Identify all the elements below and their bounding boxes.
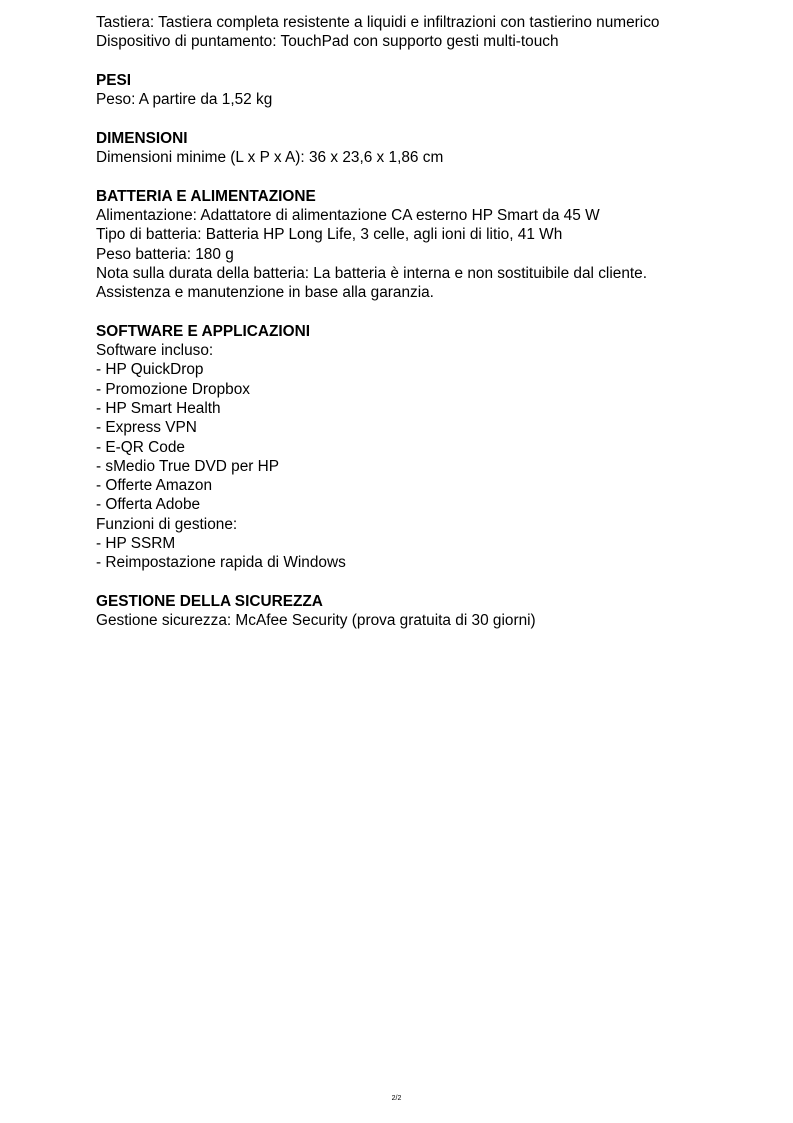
spec-line: Peso: A partire da 1,52 kg bbox=[96, 91, 273, 109]
section-spacer bbox=[96, 52, 776, 71]
spec-line: Assistenza e manutenzione in base alla garanzia. bbox=[96, 284, 434, 302]
spec-line: Tastiera: Tastiera completa resistente a liquidi e infiltrazioni con tastierino numerico bbox=[96, 14, 660, 31]
spec-line: Software incluso: bbox=[96, 342, 214, 360]
list-item: - sMedio True DVD per HP bbox=[96, 457, 280, 475]
section-heading: DIMENSIONI bbox=[96, 129, 188, 147]
section-spacer bbox=[96, 573, 776, 592]
section-heading: PESI bbox=[96, 71, 132, 89]
section-spacer bbox=[96, 302, 776, 321]
batteria-section bbox=[96, 187, 776, 303]
spec-line: Tipo di batteria: Batteria HP Long Life, 3 celle, agli ioni di litio, 41 Wh bbox=[96, 226, 563, 244]
dimensioni-section bbox=[96, 129, 776, 168]
section-heading: GESTIONE DELLA SICUREZZA bbox=[96, 592, 323, 610]
section-spacer bbox=[96, 109, 776, 128]
spec-line: Alimentazione: Adattatore di alimentazione CA esterno HP Smart da 45 W bbox=[96, 206, 600, 224]
intro-section bbox=[96, 13, 776, 52]
list-item: - HP QuickDrop bbox=[96, 361, 204, 379]
pesi-section bbox=[96, 71, 776, 110]
list-item: - Express VPN bbox=[96, 419, 197, 437]
list-item: - Reimpostazione rapida di Windows bbox=[96, 554, 346, 572]
spec-line: Gestione sicurezza: McAfee Security (prova gratuita di 30 giorni) bbox=[96, 612, 536, 630]
page-number: 2/2 bbox=[391, 1095, 402, 1102]
list-item: - HP SSRM bbox=[96, 535, 176, 553]
spec-line: Nota sulla durata della batteria: La batteria è interna e non sostituibile dal cliente. bbox=[96, 264, 647, 282]
list-item: - HP Smart Health bbox=[96, 399, 221, 417]
software-section bbox=[96, 322, 776, 573]
section-spacer bbox=[96, 167, 776, 186]
spec-line: Dimensioni minime (L x P x A): 36 x 23,6 x 1,86 cm bbox=[96, 149, 444, 167]
list-item: - E-QR Code bbox=[96, 438, 185, 456]
document-body bbox=[96, 13, 776, 631]
sicurezza-section bbox=[96, 592, 776, 631]
list-item: - Offerta Adobe bbox=[96, 496, 201, 514]
section-heading: BATTERIA E ALIMENTAZIONE bbox=[96, 187, 316, 205]
section-heading: SOFTWARE E APPLICAZIONI bbox=[96, 322, 311, 340]
spec-line: Funzioni di gestione: bbox=[96, 515, 238, 533]
list-item: - Offerte Amazon bbox=[96, 477, 213, 495]
list-item: - Promozione Dropbox bbox=[96, 380, 250, 398]
spec-line: Peso batteria: 180 g bbox=[96, 245, 234, 263]
spec-line: Dispositivo di puntamento: TouchPad con supporto gesti multi-touch bbox=[96, 33, 559, 51]
